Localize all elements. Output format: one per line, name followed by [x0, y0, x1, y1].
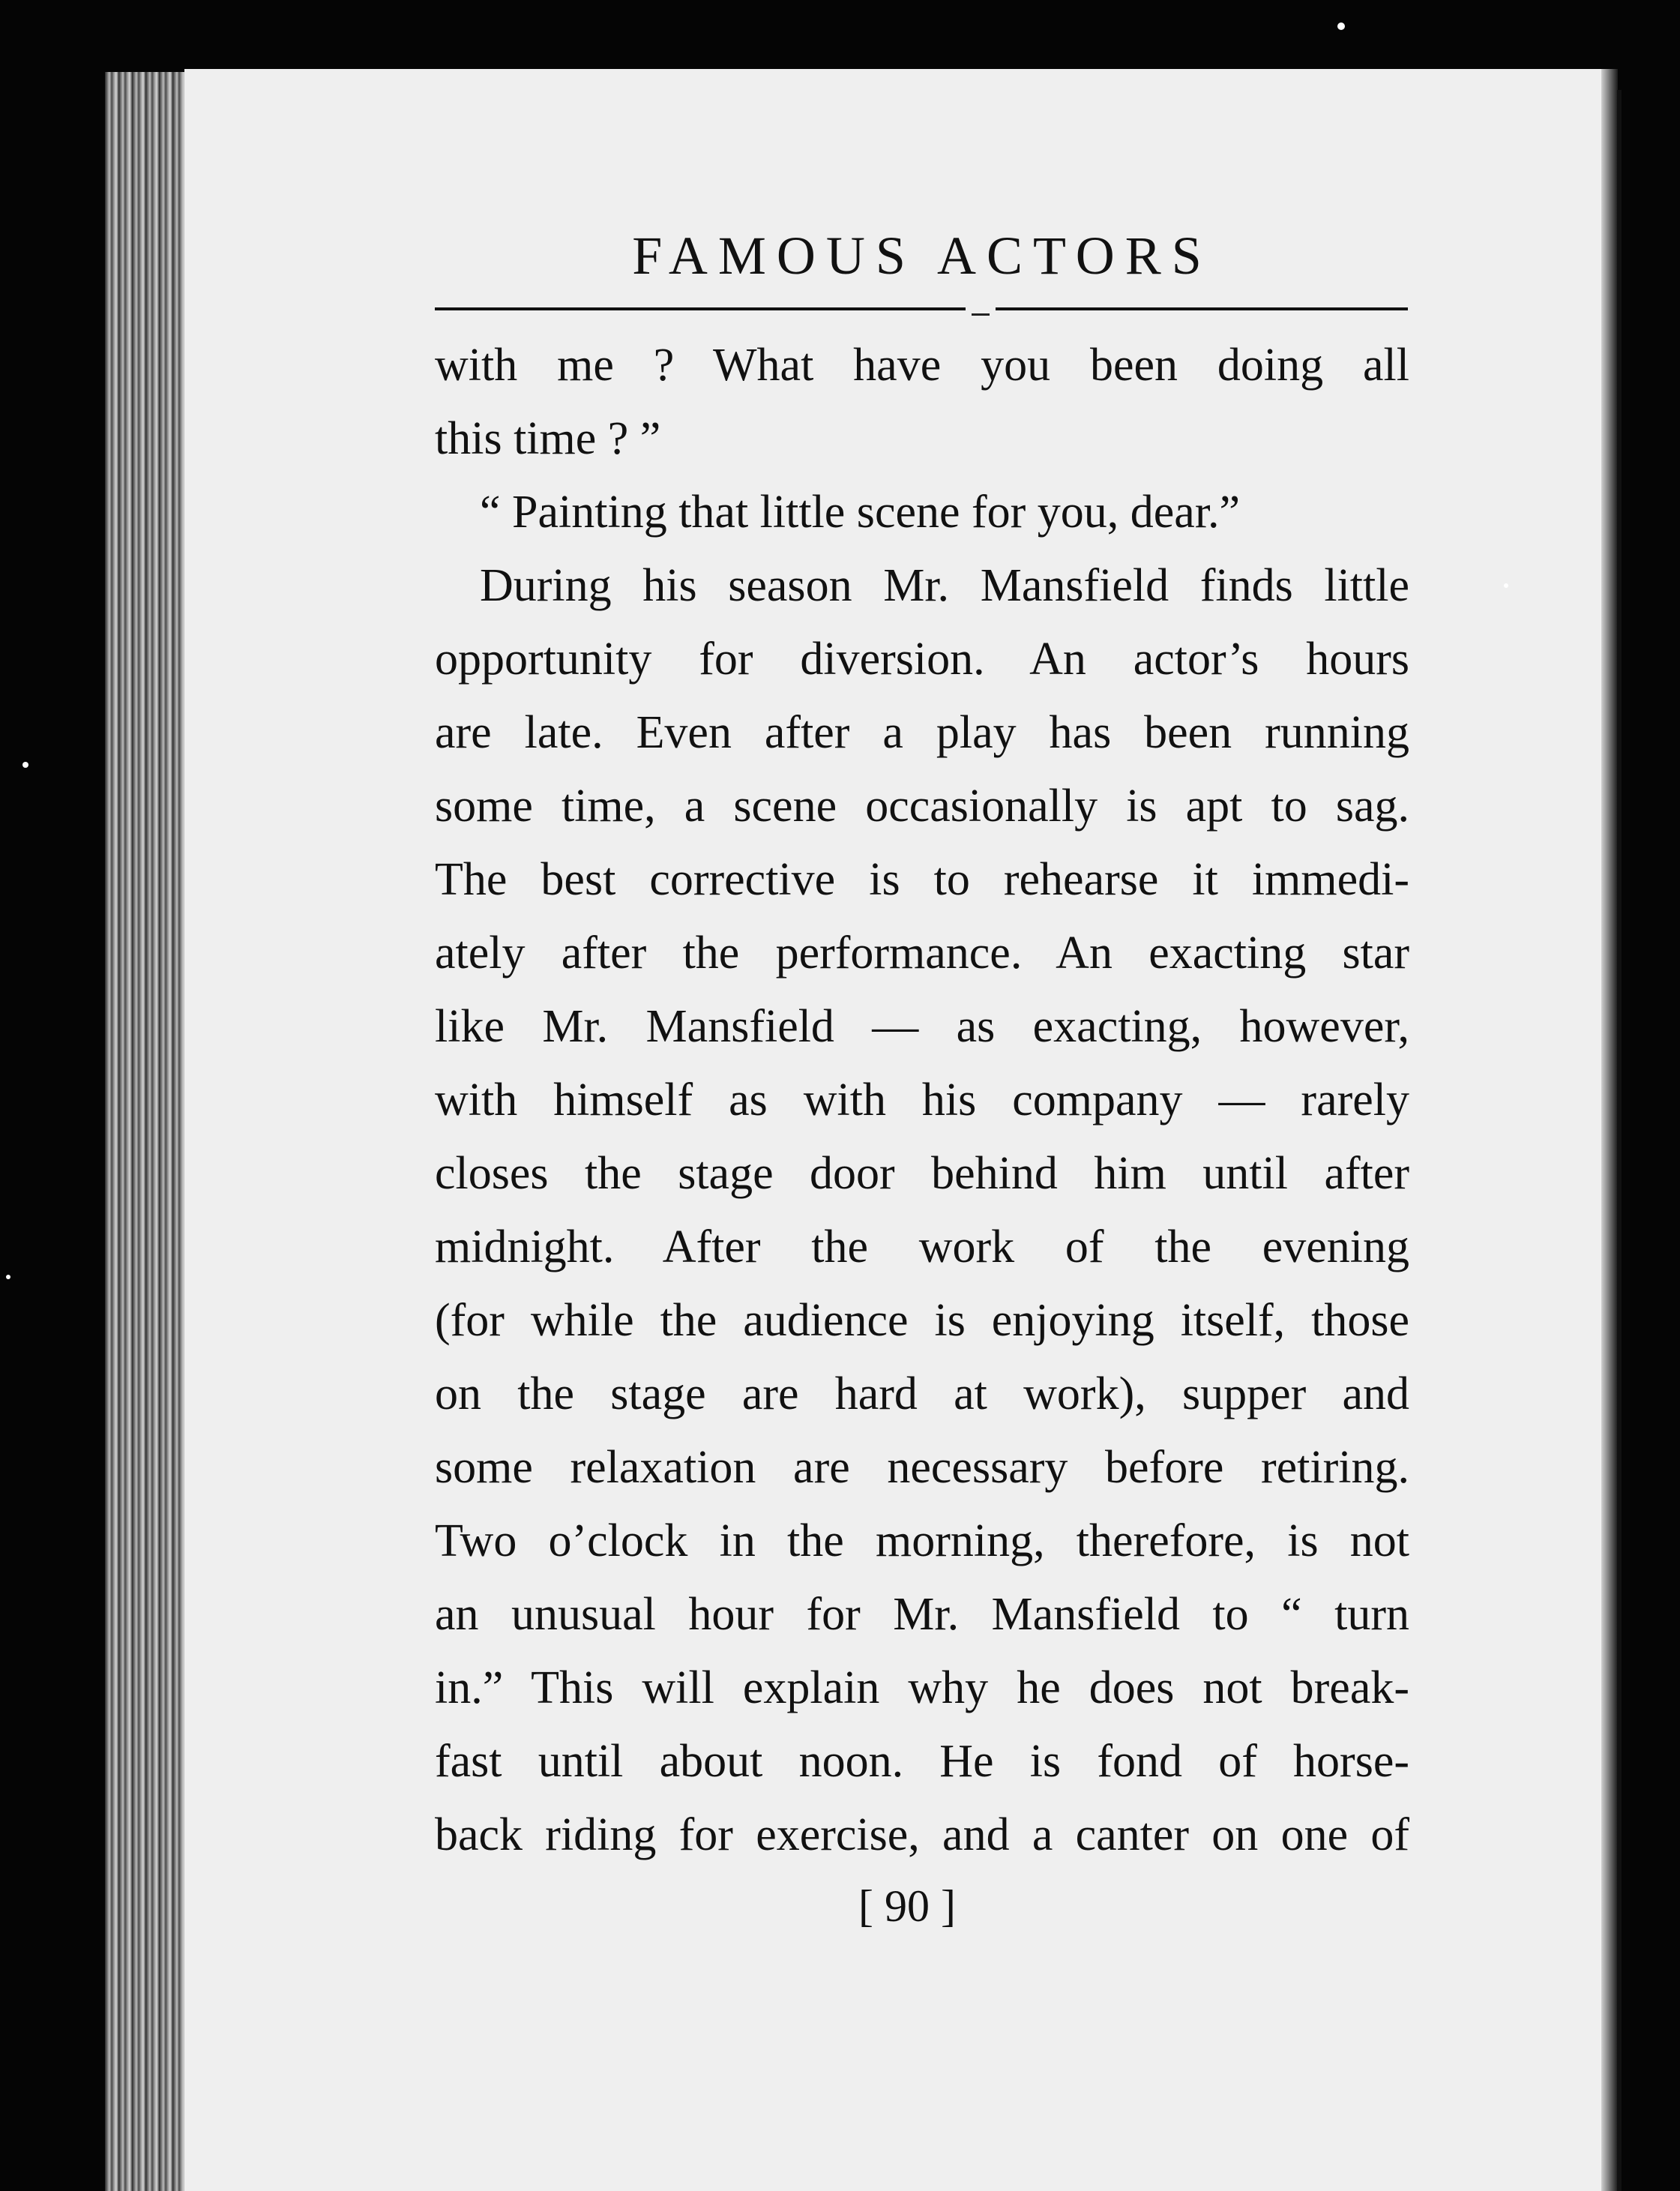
text-line: midnight. After the work of the evening — [435, 1221, 1409, 1272]
text-line: in.” This will explain why he does not break- — [435, 1662, 1409, 1713]
dust-speck — [22, 762, 28, 768]
running-head: FAMOUS ACTORS — [632, 226, 1212, 286]
text-line: an unusual hour for Mr. Mansfield to “ turn — [435, 1589, 1409, 1640]
text-line: are late. Even after a play has been running — [435, 707, 1409, 758]
text-line: like Mr. Mansfield — as exacting, however, — [435, 1001, 1409, 1052]
text-line: with himself as with his company — rarely — [435, 1075, 1409, 1125]
text-line: The best corrective is to rehearse it immedi- — [435, 854, 1409, 905]
header-rule — [435, 307, 966, 310]
binding-edge — [1617, 90, 1622, 2191]
text-line: some relaxation are necessary before retiring. — [435, 1442, 1409, 1493]
page-stack-edge — [105, 72, 189, 2191]
header-rule-break — [972, 313, 990, 316]
body-text — [435, 328, 1409, 1872]
text-line: (for while the audience is enjoying itself, those — [435, 1295, 1409, 1346]
text-line: fast until about noon. He is fond of horse- — [435, 1736, 1409, 1787]
text-line: “ Painting that little scene for you, dear.” — [480, 487, 1241, 538]
gutter-shadow — [1601, 69, 1618, 2191]
text-line: During his season Mr. Mansfield finds little — [480, 560, 1409, 611]
text-line: Two o’clock in the morning, therefore, is not — [435, 1515, 1409, 1566]
dust-speck — [6, 1275, 10, 1279]
text-line: back riding for exercise, and a canter on one of — [435, 1809, 1409, 1860]
dust-speck — [1337, 22, 1345, 30]
text-line: some time, a scene occasionally is apt to sag. — [435, 781, 1409, 832]
text-line: this time ? ” — [435, 413, 661, 464]
text-line: on the stage are hard at work), supper and — [435, 1368, 1409, 1419]
text-line: with me ? What have you been doing all — [435, 340, 1409, 391]
page-number: [ 90 ] — [858, 1881, 956, 1931]
text-line: ately after the performance. An exacting star — [435, 928, 1409, 979]
header-rule — [996, 307, 1408, 310]
text-line: opportunity for diversion. An actor’s hours — [435, 634, 1409, 685]
text-line: closes the stage door behind him until after — [435, 1148, 1409, 1199]
dust-speck — [1504, 583, 1508, 588]
